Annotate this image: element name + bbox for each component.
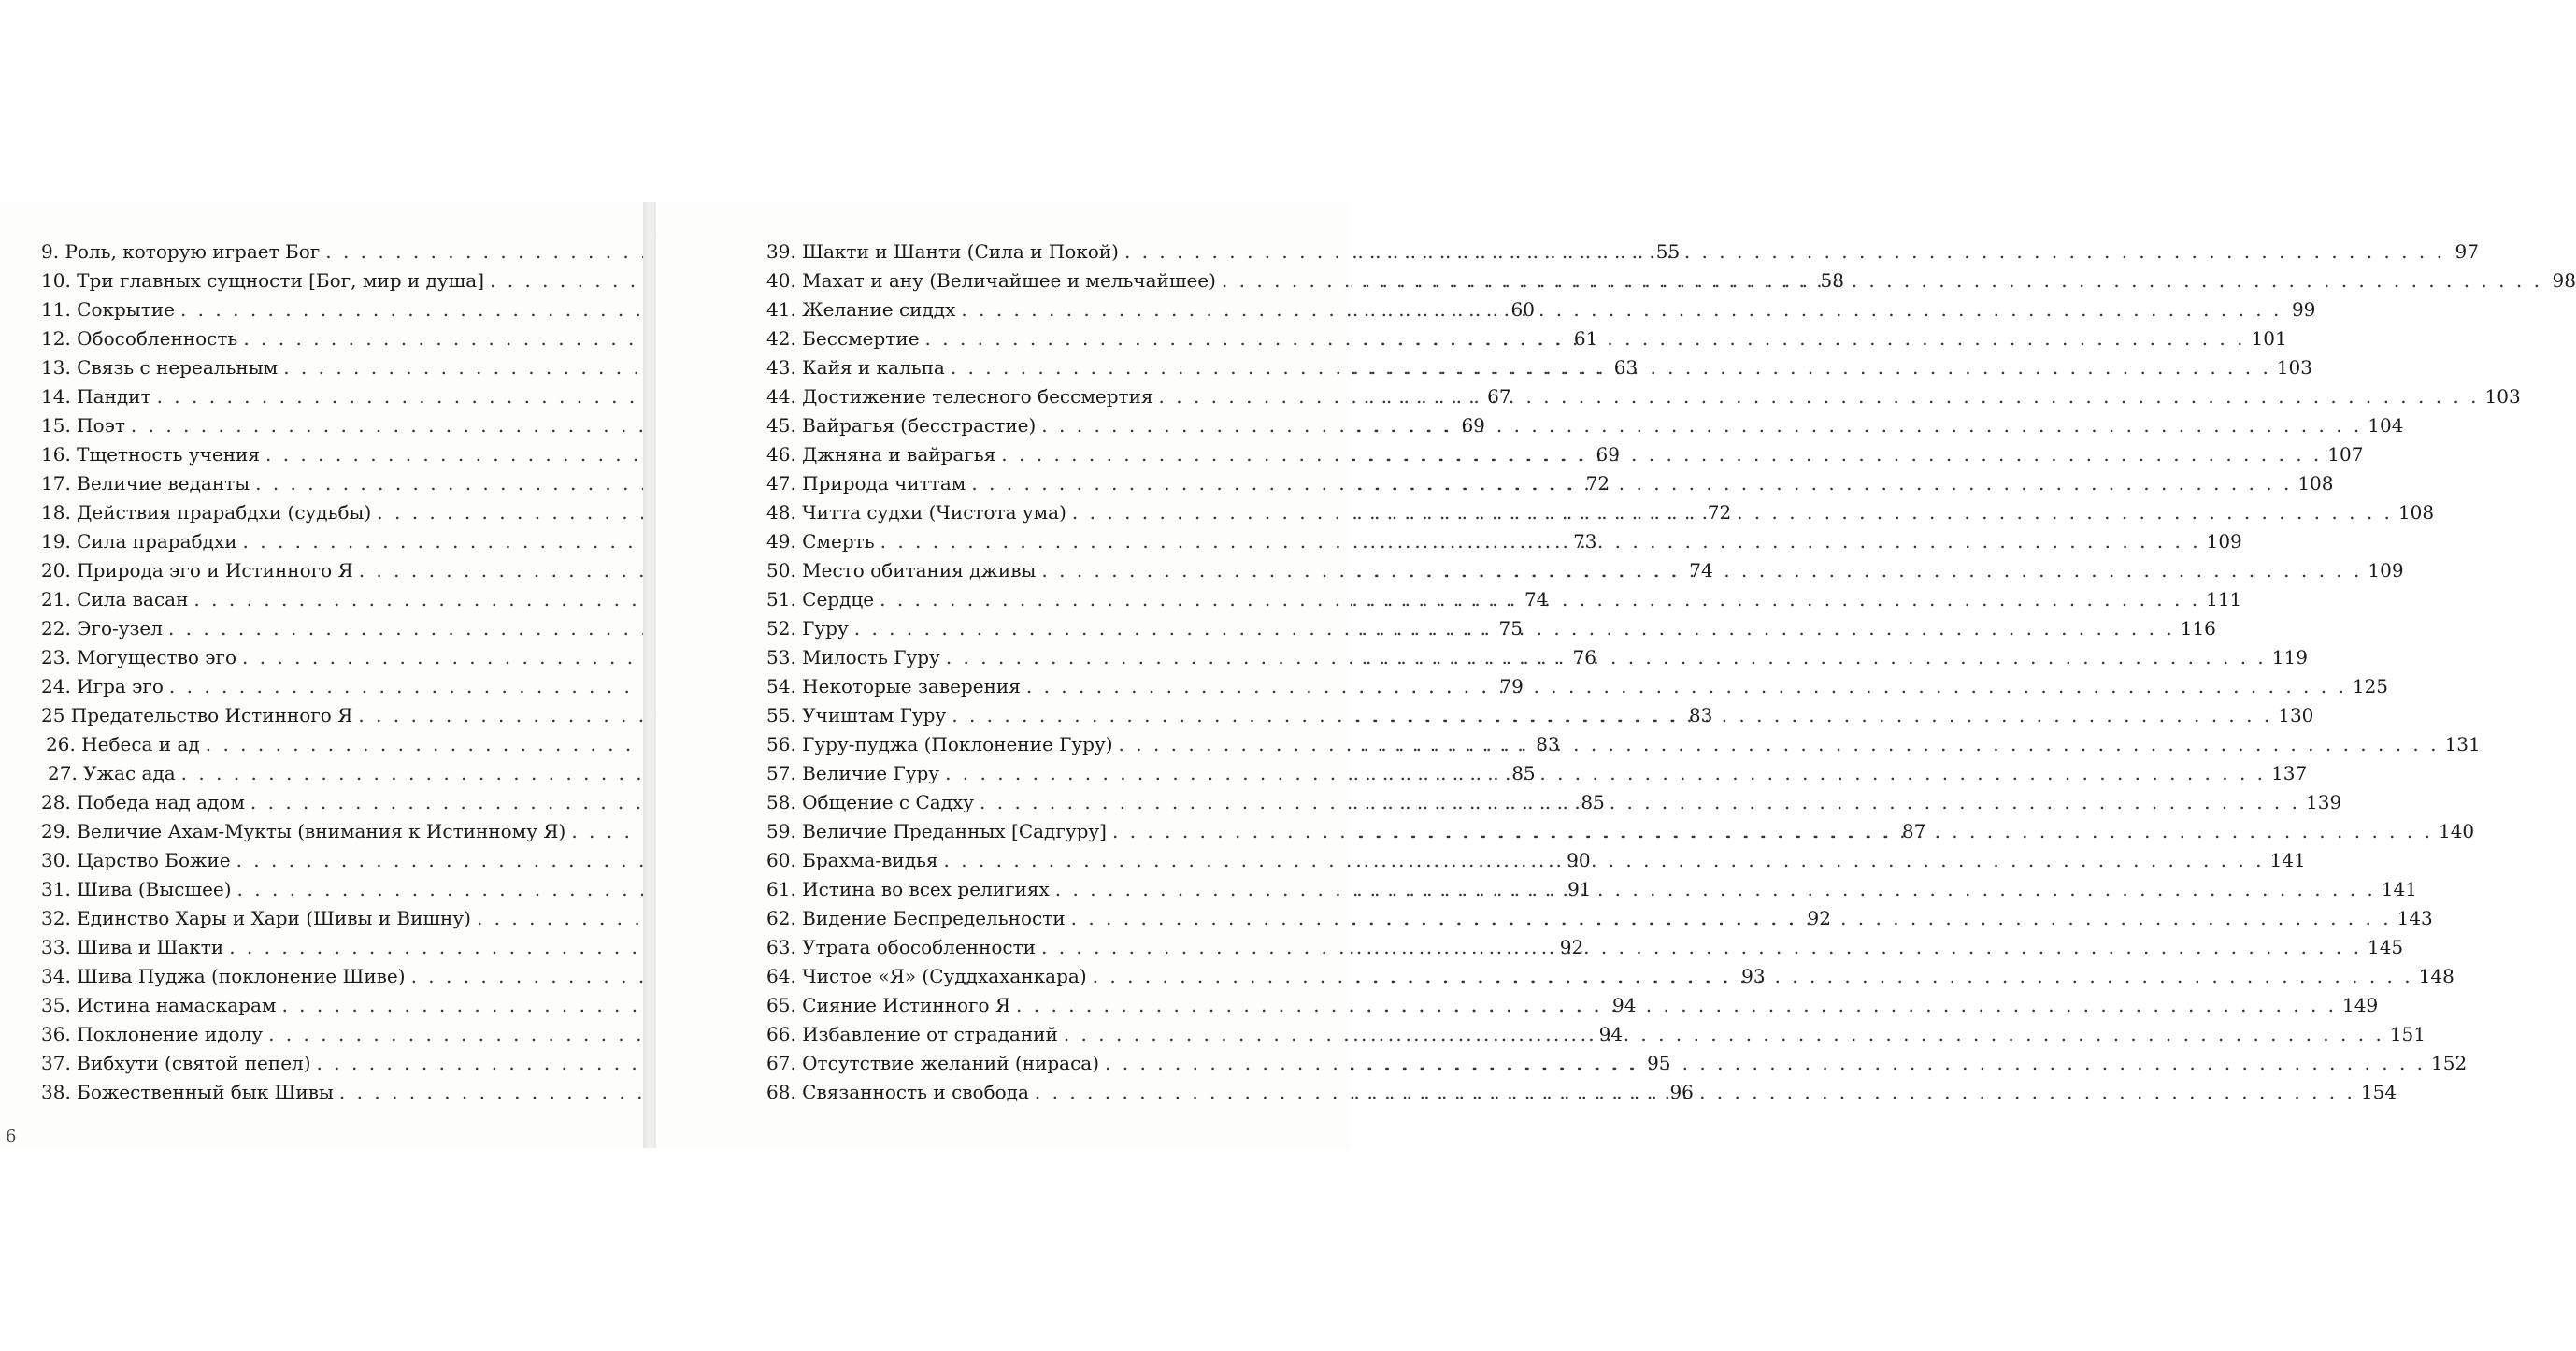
- toc-entry-title: 18. Действия прарабдхи (судьбы): [41, 501, 372, 524]
- toc-entry-title: 48. Читта судхи (Чистота ума): [766, 501, 1066, 524]
- toc-entry-page: 130: [2278, 704, 2314, 726]
- toc-entry-page: 92: [1559, 936, 1584, 958]
- toc-entry-page: 83: [1688, 704, 1713, 726]
- toc-entry-title: 38. Божественный бык Шивы: [41, 1081, 334, 1103]
- toc-entry-page: 108: [2297, 472, 2334, 495]
- toc-entry-title: 66. Избавление от страданий: [766, 1023, 1058, 1045]
- toc-entry-title: 9. Роль, которую играет Бог: [41, 240, 321, 263]
- dot-leader: [1035, 1078, 2355, 1107]
- toc-entry-title: 10. Три главных сущности [Бог, мир и душа]: [41, 269, 485, 292]
- toc-entry-page: 152: [2431, 1052, 2468, 1074]
- dot-leader: [1159, 382, 2480, 411]
- toc-entry-title: 32. Единство Хары и Хари (Шивы и Вишну): [41, 907, 471, 929]
- toc-entry-title: 57. Величие Гуру: [766, 762, 940, 784]
- toc-entry-title: 55. Учиштам Гуру: [766, 704, 947, 726]
- toc-entry-title: 47. Природа читтам: [766, 472, 966, 495]
- toc-entry-page: 79: [1499, 675, 1524, 697]
- dot-leader: [961, 295, 2282, 324]
- toc-entry-title: 12. Обособленность: [41, 327, 238, 350]
- toc-entry-title: 56. Гуру-пуджа (Поклонение Гуру): [766, 733, 1113, 755]
- toc-entry-page: 58: [1820, 269, 1844, 292]
- toc-entry-title: 50. Место обитания дживы: [766, 559, 1037, 582]
- toc-entry-page: 103: [2276, 356, 2313, 379]
- toc-entry-page: 92: [1807, 907, 1831, 929]
- toc-entry-title: 20. Природа эго и Истинного Я: [41, 559, 353, 582]
- toc-entry-page: 94: [1598, 1023, 1624, 1045]
- dot-leader: [1222, 266, 2542, 295]
- dot-leader: [946, 643, 2267, 672]
- toc-entry-page: 90: [1567, 849, 1591, 871]
- toc-entry-title: 68. Связанность и свобода: [766, 1081, 1029, 1103]
- toc-entry-page: 69: [1461, 414, 1485, 437]
- dot-leader: [1041, 933, 2362, 962]
- dot-leader: [1105, 1049, 2426, 1078]
- dot-leader: [1055, 875, 2376, 904]
- toc-entry-title: 27. Ужас ада: [48, 762, 176, 784]
- toc-entry-page: 69: [1596, 443, 1620, 466]
- toc-entry-title: 23. Могущество эго: [41, 646, 237, 668]
- dot-leader: [1112, 817, 2433, 846]
- dot-leader: [1016, 991, 2337, 1020]
- toc-entry-page: 85: [1581, 791, 1605, 813]
- toc-entry-title: 42. Бессмертие: [766, 327, 920, 350]
- toc-entry-page: 149: [2342, 994, 2379, 1016]
- toc-entry-page: 141: [2381, 878, 2417, 900]
- dot-leader: [952, 701, 2272, 730]
- toc-entry-page: 137: [2271, 762, 2308, 784]
- toc-entry-title: 67. Отсутствие желаний (нираса): [766, 1052, 1100, 1074]
- toc-entry-title: 39. Шакти и Шанти (Сила и Покой): [766, 240, 1119, 263]
- toc-entry-title: 35. Истина намаскарам: [41, 994, 277, 1016]
- toc-entry-title: 31. Шива (Высшее): [41, 878, 232, 900]
- toc-entry-page: 75: [1498, 617, 1523, 640]
- toc-entry-title: 41. Желание сиддх: [766, 298, 956, 321]
- toc-entry-page: 143: [2397, 907, 2433, 929]
- toc-entry-title: 53. Милость Гуру: [766, 646, 940, 668]
- toc-entry-title: 14. Пандит: [41, 385, 151, 408]
- toc-entry-title: 15. Поэт: [41, 414, 125, 437]
- toc-entry-title: 19. Сила прарабдхи: [41, 530, 237, 553]
- toc-entry-page: 99: [2291, 298, 2316, 321]
- toc-entry-title: 29. Величие Ахам-Мукты (внимания к Истинному Я): [41, 820, 566, 842]
- toc-entry-title: 54. Некоторые заверения: [766, 675, 1021, 697]
- toc-entry-page: 85: [1511, 762, 1536, 784]
- toc-entry-page: 111: [2206, 588, 2242, 611]
- toc-entry-title: 43. Кайя и кальпа: [766, 356, 945, 379]
- toc-entry-page: 72: [1585, 472, 1610, 495]
- toc-entry-title: 26. Небеса и ад: [46, 733, 200, 755]
- toc-entry-page: 98: [2552, 269, 2576, 292]
- toc-entry-page: 151: [2389, 1023, 2426, 1045]
- page-number: 6: [6, 1127, 17, 1146]
- toc-entry-title: 58. Общение с Садху: [766, 791, 975, 813]
- toc-entry-title: 45. Вайрагья (бесстрастие): [766, 414, 1037, 437]
- toc-entry-page: 108: [2397, 501, 2435, 524]
- toc-entry-page: 63: [1613, 356, 1639, 379]
- toc-entry-title: 52. Гуру: [766, 617, 849, 640]
- toc-entry-page: 95: [1647, 1052, 1671, 1074]
- dot-leader: [880, 527, 2201, 556]
- toc-entry-page: 72: [1707, 501, 1732, 524]
- toc-entry-page: 148: [2418, 965, 2454, 987]
- toc-entry-page: 140: [2438, 820, 2475, 842]
- dot-leader: [1124, 237, 2445, 266]
- dot-leader: [971, 469, 2292, 498]
- toc-entry-title: 33. Шива и Шакти: [41, 936, 224, 958]
- dot-leader: [945, 759, 2266, 788]
- toc-entry-page: 97: [2454, 240, 2479, 263]
- toc-entry-page: 109: [2368, 559, 2404, 582]
- toc-entry-page: 94: [1612, 994, 1637, 1016]
- book-spread: [0, 202, 2576, 1148]
- toc-entry-page: 141: [2269, 849, 2306, 871]
- toc-entry-page: 125: [2352, 675, 2389, 697]
- toc-entry-page: 109: [2206, 530, 2242, 553]
- toc-entry-page: 119: [2271, 646, 2308, 668]
- dot-leader: [854, 614, 2175, 643]
- toc-entry-page: 145: [2367, 936, 2404, 958]
- toc-entry-title: 59. Величие Преданных [Садгуру]: [766, 820, 1107, 842]
- toc-entry-page: 76: [1572, 646, 1596, 668]
- dot-leader: [1093, 962, 2413, 991]
- toc-entry-page: 116: [2180, 617, 2216, 640]
- toc-entry-title: 51. Сердце: [766, 588, 875, 611]
- toc-entry-title: 65. Сияние Истинного Я: [766, 994, 1011, 1016]
- toc-entry-title: 60. Брахма-видья: [766, 849, 938, 871]
- toc-entry-page: 73: [1573, 530, 1597, 553]
- dot-leader: [951, 353, 2271, 382]
- toc-entry-page: 131: [2444, 733, 2481, 755]
- book-gutter: [643, 202, 656, 1148]
- toc-entry-page: 83: [1536, 733, 1560, 755]
- toc-entry-title: 25 Предательство Истинного Я: [41, 704, 353, 726]
- dot-leader: [1001, 440, 2322, 469]
- toc-entry-page: 93: [1741, 965, 1766, 987]
- toc-entry-title: 64. Чистое «Я» (Суддхаханкара): [766, 965, 1087, 987]
- dot-leader: [944, 846, 2265, 875]
- toc-entry-title: 28. Победа над адом: [41, 791, 245, 813]
- toc-entry-title: 21. Сила васан: [41, 588, 189, 611]
- toc-entry-title: 63. Утрата обособленности: [766, 936, 1036, 958]
- dot-leader: [925, 324, 2246, 353]
- toc-entry-page: 104: [2368, 414, 2404, 437]
- dot-leader: [980, 788, 2300, 817]
- toc-entry-page: 91: [1567, 878, 1592, 900]
- toc-entry-title: 17. Величие веданты: [41, 472, 250, 495]
- toc-entry-title: 40. Махат и ану (Величайшее и мельчайшее): [766, 269, 1216, 292]
- toc-entry-title: 46. Джняна и вайрагья: [766, 443, 996, 466]
- toc-entry-title: 37. Вибхути (святой пепел): [41, 1052, 311, 1074]
- toc-entry-page: 103: [2484, 385, 2521, 408]
- toc-entry-title: 62. Видение Беспредельности: [766, 907, 1066, 929]
- toc-entry-title: 16. Тщетность учения: [41, 443, 260, 466]
- dot-leader: [1064, 1020, 2384, 1049]
- toc-entry-page: 60: [1510, 298, 1535, 321]
- toc-entry-title: 61. Истина во всех религиях: [766, 878, 1050, 900]
- dot-leader: [1041, 411, 2362, 440]
- toc-entry-page: 154: [2360, 1081, 2397, 1103]
- toc-entry-title: 24. Игра эго: [41, 675, 164, 697]
- dot-leader: [1026, 672, 2347, 701]
- toc-entry-title: 36. Поклонение идолу: [41, 1023, 264, 1045]
- toc-entry-page: 87: [1901, 820, 1926, 842]
- toc-entry-page: 96: [1669, 1081, 1694, 1103]
- toc-entry-page: 67: [1487, 385, 1511, 408]
- dot-leader: [1071, 904, 2392, 933]
- dot-leader: [1119, 730, 2440, 759]
- dot-leader: [1041, 556, 2362, 585]
- dot-leader: [1072, 498, 2393, 527]
- toc-entry-page: 55: [1655, 240, 1681, 263]
- toc-entry-page: 74: [1689, 559, 1713, 582]
- toc-entry-page: 74: [1524, 588, 1549, 611]
- toc-entry-title: 22. Эго-узел: [41, 617, 163, 640]
- toc-entry-page: 101: [2251, 327, 2287, 350]
- toc-entry-title: 11. Сокрытие: [41, 298, 175, 321]
- toc-entry-title: 44. Достижение телесного бессмертия: [766, 385, 1153, 408]
- toc-entry-page: 139: [2306, 791, 2342, 813]
- toc-entry-title: 30. Царство Божие: [41, 849, 231, 871]
- toc-entry-page: 61: [1573, 327, 1598, 350]
- toc-entry-title: 13. Связь с нереальным: [41, 356, 279, 379]
- dot-leader: [880, 585, 2200, 614]
- toc-entry-title: 49. Смерть: [766, 530, 875, 553]
- toc-entry-page: 107: [2327, 443, 2364, 466]
- toc-entry-title: 34. Шива Пуджа (поклонение Шиве): [41, 965, 406, 987]
